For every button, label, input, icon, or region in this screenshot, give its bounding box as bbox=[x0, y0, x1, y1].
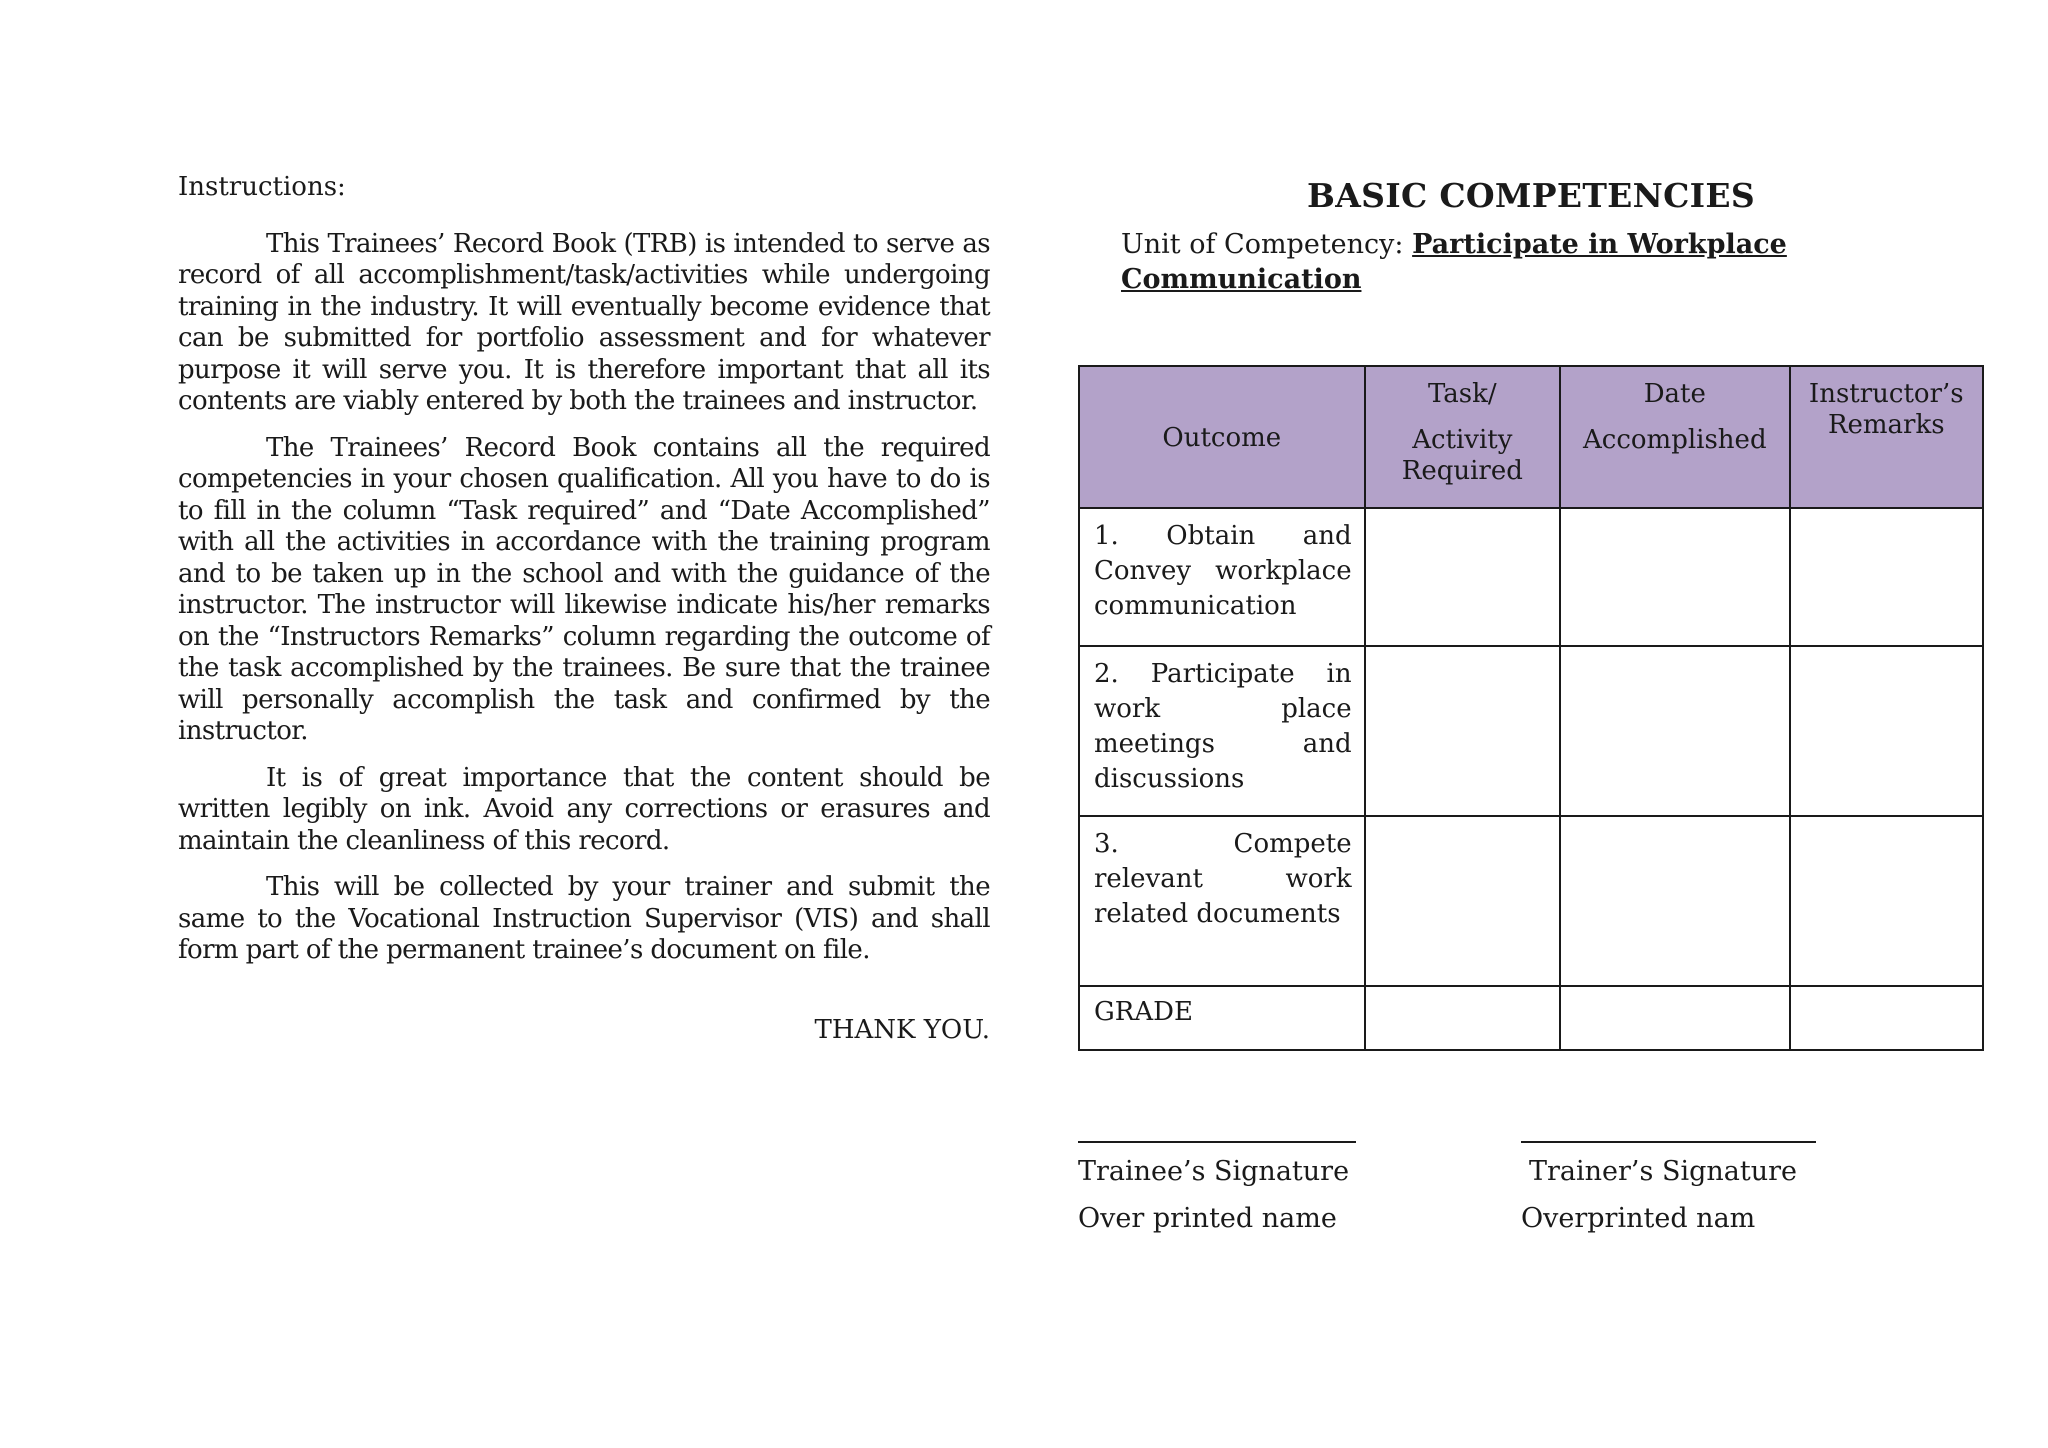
unit-label: Unit of Competency: bbox=[1121, 229, 1404, 260]
instructions-section bbox=[178, 172, 990, 1046]
instructions-paragraph-4: This will be collected by your trainer and submit the same to the Vocational Instruction Supervisor (VIS) and shall form part of the permanent trainee’s document on file. bbox=[178, 872, 990, 965]
date-cell[interactable] bbox=[1560, 508, 1790, 646]
header-task-line2: Activity Required bbox=[1401, 425, 1523, 486]
task-cell[interactable] bbox=[1365, 646, 1560, 816]
header-task-line1: Task/ bbox=[1427, 379, 1497, 409]
instructions-paragraph-3: It is of great importance that the content should be written legibly on ink. Avoid any corrections or erasures and maintain the cleanliness of this record. bbox=[178, 762, 990, 856]
header-date-accomplished bbox=[1560, 366, 1790, 508]
trainee-printed-name-label: Over printed name bbox=[1078, 1203, 1337, 1234]
table-row bbox=[1079, 816, 1983, 986]
trainer-signature-label: Trainer’s Signature bbox=[1529, 1156, 1797, 1187]
trainer-signature-line[interactable] bbox=[1521, 1141, 1816, 1143]
grade-remarks-cell[interactable] bbox=[1790, 986, 1983, 1050]
competencies-section bbox=[1078, 172, 1984, 1027]
grade-label: GRADE bbox=[1079, 986, 1365, 1050]
thank-you-text: THANK YOU. bbox=[814, 1014, 990, 1045]
header-date-line2: Accomplished bbox=[1582, 425, 1767, 455]
page-title: BASIC COMPETENCIES bbox=[1307, 176, 1755, 215]
task-cell[interactable] bbox=[1365, 508, 1560, 646]
outcome-cell: 3. Compete relevant work related documents bbox=[1079, 816, 1365, 986]
unit-of-competency bbox=[1121, 227, 1984, 297]
date-cell[interactable] bbox=[1560, 646, 1790, 816]
header-outcome: Outcome bbox=[1079, 366, 1365, 508]
competency-table bbox=[1078, 365, 1984, 1051]
instructions-paragraph-1: This Trainees’ Record Book (TRB) is intended to serve as record of all accomplishment/task/activities while undergoing training in the industry. It will eventually become evidence that can be submitted for portfolio assessment and for whatever purpose it will serve you. It is therefore important that all its contents are viably entered by both the trainees and instructor. bbox=[178, 228, 990, 416]
trainer-printed-name-label: Overprinted nam bbox=[1521, 1203, 1756, 1234]
trainer-signature-block bbox=[1521, 1141, 1901, 1234]
remarks-cell[interactable] bbox=[1790, 646, 1983, 816]
grade-date-cell[interactable] bbox=[1560, 986, 1790, 1050]
grade-row bbox=[1079, 986, 1983, 1050]
header-instructor-remarks: Instructor’s Remarks bbox=[1790, 366, 1983, 508]
instructions-paragraph-2: The Trainees’ Record Book contains all the required competencies in your chosen qualification. All you have to do is to fill in the column “Task required” and “Date Accomplished” with all the activities in accordance with the training program and to be taken up in the school and with the guidance of the instructor. The instructor will likewise indicate his/her remarks on the “Instructors Remarks” column regarding the outcome of the task accomplished by the trainees. Be sure that the trainee will personally accomplish the task and confirmed by the instructor. bbox=[178, 432, 990, 746]
trainee-signature-label: Trainee’s Signature bbox=[1078, 1156, 1350, 1187]
unit-value: Participate in Workplace Communication bbox=[1121, 229, 1787, 295]
trainee-signature-line[interactable] bbox=[1078, 1141, 1356, 1143]
remarks-cell[interactable] bbox=[1790, 816, 1983, 986]
outcome-cell: 1. Obtain and Convey workplace communication bbox=[1079, 508, 1365, 646]
grade-task-cell[interactable] bbox=[1365, 986, 1560, 1050]
task-cell[interactable] bbox=[1365, 816, 1560, 986]
header-date-line1: Date bbox=[1643, 379, 1706, 409]
remarks-cell[interactable] bbox=[1790, 508, 1983, 646]
header-task-activity bbox=[1365, 366, 1560, 508]
date-cell[interactable] bbox=[1560, 816, 1790, 986]
table-row bbox=[1079, 508, 1983, 646]
outcome-cell: 2. Participate in work place meetings and discussions bbox=[1079, 646, 1365, 816]
instructions-heading: Instructions: bbox=[178, 172, 346, 202]
table-header-row bbox=[1079, 366, 1983, 508]
table-row bbox=[1079, 646, 1983, 816]
trainee-signature-block bbox=[1078, 1141, 1438, 1234]
